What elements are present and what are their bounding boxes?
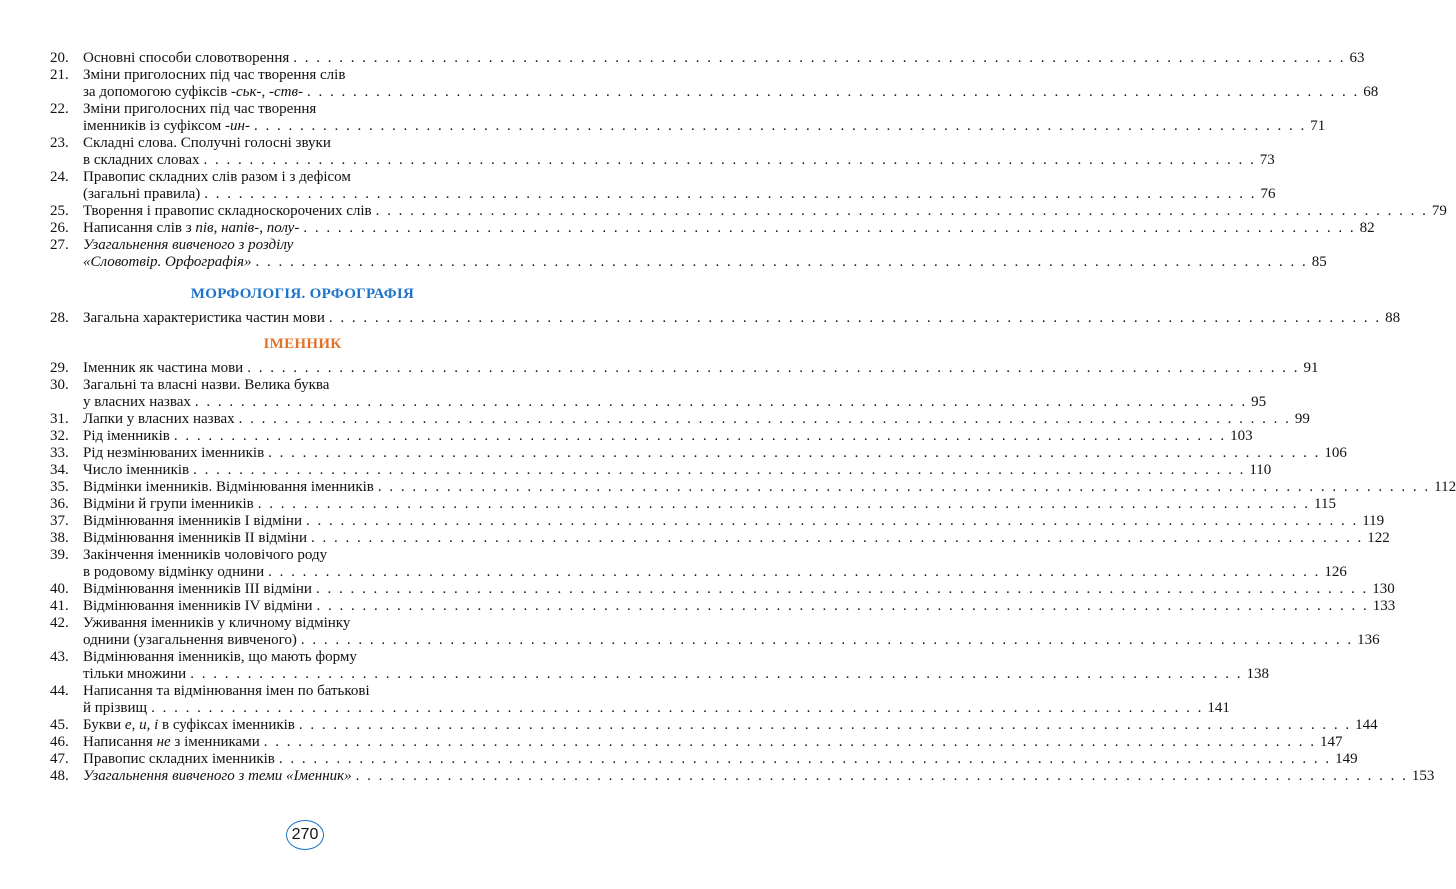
toc-entry-body xyxy=(83,496,1336,513)
toc-entry-page: 71 xyxy=(1310,118,1326,134)
toc-entry-line xyxy=(83,254,1327,271)
toc-leader-dots xyxy=(254,118,1306,135)
toc-entry-body xyxy=(83,428,1253,445)
toc-entry-title: Відмінювання іменників ІІ відміни xyxy=(83,530,307,546)
toc-entry-title: й прізвищ xyxy=(83,700,148,716)
toc-entry-number: 48. xyxy=(50,768,69,784)
toc-entry-number: 42. xyxy=(50,615,69,631)
toc-entry xyxy=(50,220,1375,237)
toc-entry-number: 45. xyxy=(50,717,69,733)
toc-entry-title: Відмінювання іменників IV відміни xyxy=(83,598,313,614)
toc-entry-line xyxy=(83,411,1310,428)
toc-entry-title: Лапки у власних назвах xyxy=(83,411,235,427)
toc-entry-number: 29. xyxy=(50,360,69,376)
toc-entry-title: у власних назвах xyxy=(83,394,191,410)
toc-entry-number: 28. xyxy=(50,310,69,326)
toc-entry-page: 85 xyxy=(1311,254,1327,270)
toc-entry-number: 31. xyxy=(50,411,69,427)
toc-entry xyxy=(50,377,1267,411)
toc-entry xyxy=(50,310,1401,327)
toc-entry-page: 138 xyxy=(1246,666,1269,682)
toc-entry-page: 73 xyxy=(1259,152,1275,168)
toc-entry xyxy=(50,428,1253,445)
toc-entry-number: 30. xyxy=(50,377,69,393)
toc-entry-page: 63 xyxy=(1349,50,1365,66)
toc-leader-dots xyxy=(255,254,1307,271)
toc-entry-line xyxy=(83,581,1395,598)
toc-leader-dots xyxy=(268,564,1320,581)
toc-entry-line xyxy=(83,547,1347,564)
toc-entry-title: Відмінювання іменників І відміни xyxy=(83,513,302,529)
toc-leader-dots xyxy=(376,203,1428,220)
toc-entry-line xyxy=(83,649,1269,666)
toc-entry-page: 82 xyxy=(1359,220,1375,236)
toc-entry xyxy=(50,547,1347,581)
toc-leader-dots xyxy=(378,479,1430,496)
toc-entry xyxy=(50,237,1327,271)
toc-entry xyxy=(50,411,1310,428)
toc-entry-number: 41. xyxy=(50,598,69,614)
toc-entry-number: 26. xyxy=(50,220,69,236)
toc-entry-line xyxy=(83,683,1230,700)
toc-entry-title: Загальна характеристика частин мови xyxy=(83,310,325,326)
toc-entry xyxy=(50,581,1395,598)
toc-entry-page: 76 xyxy=(1260,186,1276,202)
toc-entry-title: Число іменників xyxy=(83,462,190,478)
toc-entry-page: 126 xyxy=(1324,564,1347,580)
toc-entry-line xyxy=(83,751,1358,768)
toc-entry-title: Написання не з іменниками xyxy=(83,734,260,750)
toc-entry-title: однини (узагальнення вивченого) xyxy=(83,632,297,648)
table-of-contents xyxy=(50,50,1456,785)
toc-entry-title: Відмінювання іменників, що мають форму xyxy=(83,649,357,665)
toc-entry-line xyxy=(83,84,1378,101)
toc-entry-line xyxy=(83,169,1275,186)
toc-entry-page: 130 xyxy=(1372,581,1395,597)
toc-entry-title: Загальні та власні назви. Велика буква xyxy=(83,377,330,393)
toc-entry xyxy=(50,751,1358,768)
toc-entry xyxy=(50,598,1396,615)
toc-entry-body xyxy=(83,768,1434,785)
toc-entry-body xyxy=(83,751,1358,768)
toc-entry-line xyxy=(83,666,1269,683)
toc-leader-dots xyxy=(299,717,1351,734)
toc-entry-number: 25. xyxy=(50,203,69,219)
toc-entry xyxy=(50,717,1378,734)
toc-entry-title: Правопис складних іменників xyxy=(83,751,275,767)
toc-entry-body xyxy=(83,717,1378,734)
toc-leader-dots xyxy=(303,220,1355,237)
toc-entry-number: 32. xyxy=(50,428,69,444)
toc-entry-title: в складних словах xyxy=(83,152,200,168)
toc-entry-number: 39. xyxy=(50,547,69,563)
toc-leader-dots xyxy=(204,186,1256,203)
toc-entry-line xyxy=(83,615,1380,632)
toc-entry-page: 88 xyxy=(1385,310,1401,326)
toc-entry-title: Основні способи словотворення xyxy=(83,50,290,66)
toc-entry-number: 21. xyxy=(50,67,69,83)
toc-entry-line xyxy=(83,220,1375,237)
toc-entry-line xyxy=(83,428,1253,445)
toc-entry xyxy=(50,445,1347,462)
toc-entry xyxy=(50,530,1390,547)
toc-entry xyxy=(50,734,1343,751)
toc-leader-dots xyxy=(204,152,1256,169)
toc-entry-line xyxy=(83,734,1342,751)
toc-entry-page: 106 xyxy=(1324,445,1347,461)
toc-entry-page: 95 xyxy=(1251,394,1267,410)
toc-entry-page: 79 xyxy=(1431,203,1447,219)
toc-entry-title: Творення і правопис складноскорочених слів xyxy=(83,203,372,219)
toc-entry-body xyxy=(83,513,1384,530)
toc-leader-dots xyxy=(264,734,1316,751)
toc-entry xyxy=(50,67,1379,101)
toc-leader-dots xyxy=(356,768,1408,785)
toc-entry-number: 23. xyxy=(50,135,69,151)
toc-entry-title: Закінчення іменників чоловічого роду xyxy=(83,547,328,563)
toc-leader-dots xyxy=(151,700,1203,717)
toc-entry-number: 36. xyxy=(50,496,69,512)
toc-entry-line xyxy=(83,310,1400,327)
toc-entry-page: 144 xyxy=(1355,717,1378,733)
page-number-badge xyxy=(286,820,324,850)
toc-entry-line xyxy=(83,700,1230,717)
toc-leader-dots xyxy=(268,445,1320,462)
toc-entry-body xyxy=(83,237,1327,271)
toc-entry xyxy=(50,462,1272,479)
toc-entry xyxy=(50,513,1385,530)
toc-entry-line xyxy=(83,496,1336,513)
toc-leader-dots xyxy=(317,598,1369,615)
toc-entry-title: Зміни приголосних під час творення xyxy=(83,101,317,117)
toc-entry-line xyxy=(83,462,1271,479)
toc-entry-title: Відмінювання іменників ІІІ відміни xyxy=(83,581,312,597)
toc-group-word-formation xyxy=(50,50,1447,271)
toc-entry-title: іменників із суфіксом -ин- xyxy=(83,118,250,134)
toc-entry-line xyxy=(83,564,1347,581)
toc-entry-title: Узагальнення вивченого з теми «Іменник» xyxy=(83,768,352,784)
toc-entry-number: 40. xyxy=(50,581,69,597)
toc-entry-page: 122 xyxy=(1367,530,1390,546)
toc-entry-line xyxy=(83,377,1266,394)
toc-entry-body xyxy=(83,360,1318,377)
toc-entry-page: 68 xyxy=(1363,84,1379,100)
toc-entry-number: 35. xyxy=(50,479,69,495)
section-heading-noun: ІМЕННИК xyxy=(263,336,342,352)
toc-entry-title: Написання слів з пів, напів-, полу- xyxy=(83,220,300,236)
toc-leader-dots xyxy=(293,50,1345,67)
toc-entry-body xyxy=(83,377,1266,411)
toc-entry-number: 24. xyxy=(50,169,69,185)
toc-entry-page: 136 xyxy=(1357,632,1380,648)
toc-entry-title: Букви е, и, і в суфіксах іменників xyxy=(83,717,295,733)
toc-entry-page: 153 xyxy=(1411,768,1435,784)
toc-entry-body xyxy=(83,547,1347,581)
toc-entry-title: (загальні правила) xyxy=(83,186,201,202)
toc-entry-body xyxy=(83,135,1275,169)
toc-entry-body xyxy=(83,203,1447,220)
toc-entry-body xyxy=(83,530,1390,547)
toc-entry-number: 33. xyxy=(50,445,69,461)
toc-leader-dots xyxy=(306,513,1358,530)
toc-entry-number: 38. xyxy=(50,530,69,546)
toc-entry-title: Уживання іменників у кличному відмінку xyxy=(83,615,351,631)
toc-leader-dots xyxy=(311,530,1363,547)
toc-entry-line xyxy=(83,530,1390,547)
toc-leader-dots xyxy=(174,428,1226,445)
toc-entry-line xyxy=(83,186,1275,203)
toc-entry-page: 99 xyxy=(1294,411,1310,427)
toc-entry-line xyxy=(83,717,1378,734)
toc-entry-title: «Словотвір. Орфографія» xyxy=(83,254,252,270)
toc-entry-title: Відмінки іменників. Відмінювання іменників xyxy=(83,479,374,495)
toc-entry-page: 103 xyxy=(1230,428,1253,444)
toc-entry-line xyxy=(83,768,1434,785)
toc-entry-line xyxy=(83,50,1365,67)
toc-group-noun xyxy=(50,360,1456,785)
toc-entry xyxy=(50,649,1269,683)
toc-entry-body xyxy=(83,479,1456,496)
toc-entry-line xyxy=(83,135,1275,152)
toc-leader-dots xyxy=(247,360,1299,377)
toc-entry-body xyxy=(83,462,1271,479)
toc-entry-title: Зміни приголосних під час творення слів xyxy=(83,67,346,83)
toc-entry-page: 91 xyxy=(1303,360,1319,376)
section-heading-morphology: МОРФОЛОГІЯ. ОРФОГРАФІЯ xyxy=(190,286,415,302)
toc-entry-line xyxy=(83,632,1380,649)
toc-entry-number: 27. xyxy=(50,237,69,253)
toc-entry-title: Рід незмінюваних іменників xyxy=(83,445,265,461)
toc-entry xyxy=(50,496,1336,513)
toc-entry-title: в родовому відмінку однини xyxy=(83,564,265,580)
toc-entry-line xyxy=(83,152,1275,169)
toc-entry-body xyxy=(83,67,1378,101)
page-number: 270 xyxy=(291,826,319,843)
toc-entry-line xyxy=(83,445,1347,462)
toc-leader-dots xyxy=(195,394,1247,411)
toc-entry xyxy=(50,101,1326,135)
toc-entry-body xyxy=(83,598,1395,615)
toc-entry-number: 20. xyxy=(50,50,69,66)
toc-entry-page: 141 xyxy=(1207,700,1230,716)
toc-entry-line xyxy=(83,67,1378,84)
toc-entry xyxy=(50,50,1365,67)
toc-entry-line xyxy=(83,360,1318,377)
toc-entry xyxy=(50,768,1435,785)
toc-entry xyxy=(50,479,1456,496)
toc-entry-page: 119 xyxy=(1362,513,1385,529)
toc-entry-number: 22. xyxy=(50,101,69,117)
toc-leader-dots xyxy=(316,581,1368,598)
toc-entry xyxy=(50,169,1276,203)
toc-entry xyxy=(50,683,1230,717)
toc-entry xyxy=(50,203,1447,220)
toc-entry-title: Правопис складних слів разом і з дефісом xyxy=(83,169,351,185)
toc-leader-dots xyxy=(279,751,1331,768)
toc-entry-line xyxy=(83,513,1384,530)
toc-leader-dots xyxy=(329,310,1381,327)
toc-entry-body xyxy=(83,615,1380,649)
toc-entry-number: 47. xyxy=(50,751,69,767)
toc-entry-line xyxy=(83,101,1325,118)
toc-entry-body xyxy=(83,310,1400,327)
toc-entry-page: 112 xyxy=(1434,479,1456,495)
toc-entry-line xyxy=(83,479,1456,496)
toc-entry-number: 43. xyxy=(50,649,69,665)
toc-entry-line xyxy=(83,118,1325,135)
toc-leader-dots xyxy=(307,84,1359,101)
toc-entry xyxy=(50,360,1319,377)
toc-entry-line xyxy=(83,203,1447,220)
toc-entry-number: 34. xyxy=(50,462,69,478)
toc-entry-line xyxy=(83,394,1266,411)
toc-entry-title: Іменник як частина мови xyxy=(83,360,244,376)
toc-entry-title: Рід іменників xyxy=(83,428,170,444)
toc-entry-title: Складні слова. Сполучні голосні звуки xyxy=(83,135,331,151)
toc-group-morphology xyxy=(50,310,1401,327)
toc-entry-line xyxy=(83,237,1327,254)
toc-entry-title: тільки множини xyxy=(83,666,187,682)
toc-leader-dots xyxy=(193,462,1245,479)
toc-entry-body xyxy=(83,411,1310,428)
toc-entry-body xyxy=(83,581,1395,598)
toc-entry-body xyxy=(83,649,1269,683)
toc-entry-body xyxy=(83,50,1365,67)
toc-entry-page: 147 xyxy=(1319,734,1343,750)
toc-entry-body xyxy=(83,734,1342,751)
toc-entry-title: Написання та відмінювання імен по батькові xyxy=(83,683,370,699)
toc-entry-number: 44. xyxy=(50,683,69,699)
toc-entry-title: Узагальнення вивченого з розділу xyxy=(83,237,294,253)
toc-entry-title: Відміни й групи іменників xyxy=(83,496,254,512)
toc-leader-dots xyxy=(239,411,1291,428)
toc-entry-body xyxy=(83,445,1347,462)
toc-leader-dots xyxy=(190,666,1242,683)
toc-entry-body xyxy=(83,683,1230,717)
toc-entry-body xyxy=(83,101,1325,135)
toc-entry-page: 115 xyxy=(1314,496,1336,512)
toc-entry-line xyxy=(83,598,1395,615)
toc-entry-body xyxy=(83,169,1275,203)
toc-entry-title: за допомогою суфіксів -ськ-, -ств- xyxy=(83,84,303,100)
toc-entry-number: 37. xyxy=(50,513,69,529)
toc-entry-body xyxy=(83,220,1375,237)
toc-entry-page: 149 xyxy=(1335,751,1358,767)
toc-entry-page: 110 xyxy=(1249,462,1272,478)
toc-entry xyxy=(50,135,1275,169)
toc-leader-dots xyxy=(258,496,1310,513)
toc-entry-number: 46. xyxy=(50,734,69,750)
toc-entry-page: 133 xyxy=(1372,598,1396,614)
toc-leader-dots xyxy=(301,632,1353,649)
toc-entry xyxy=(50,615,1380,649)
